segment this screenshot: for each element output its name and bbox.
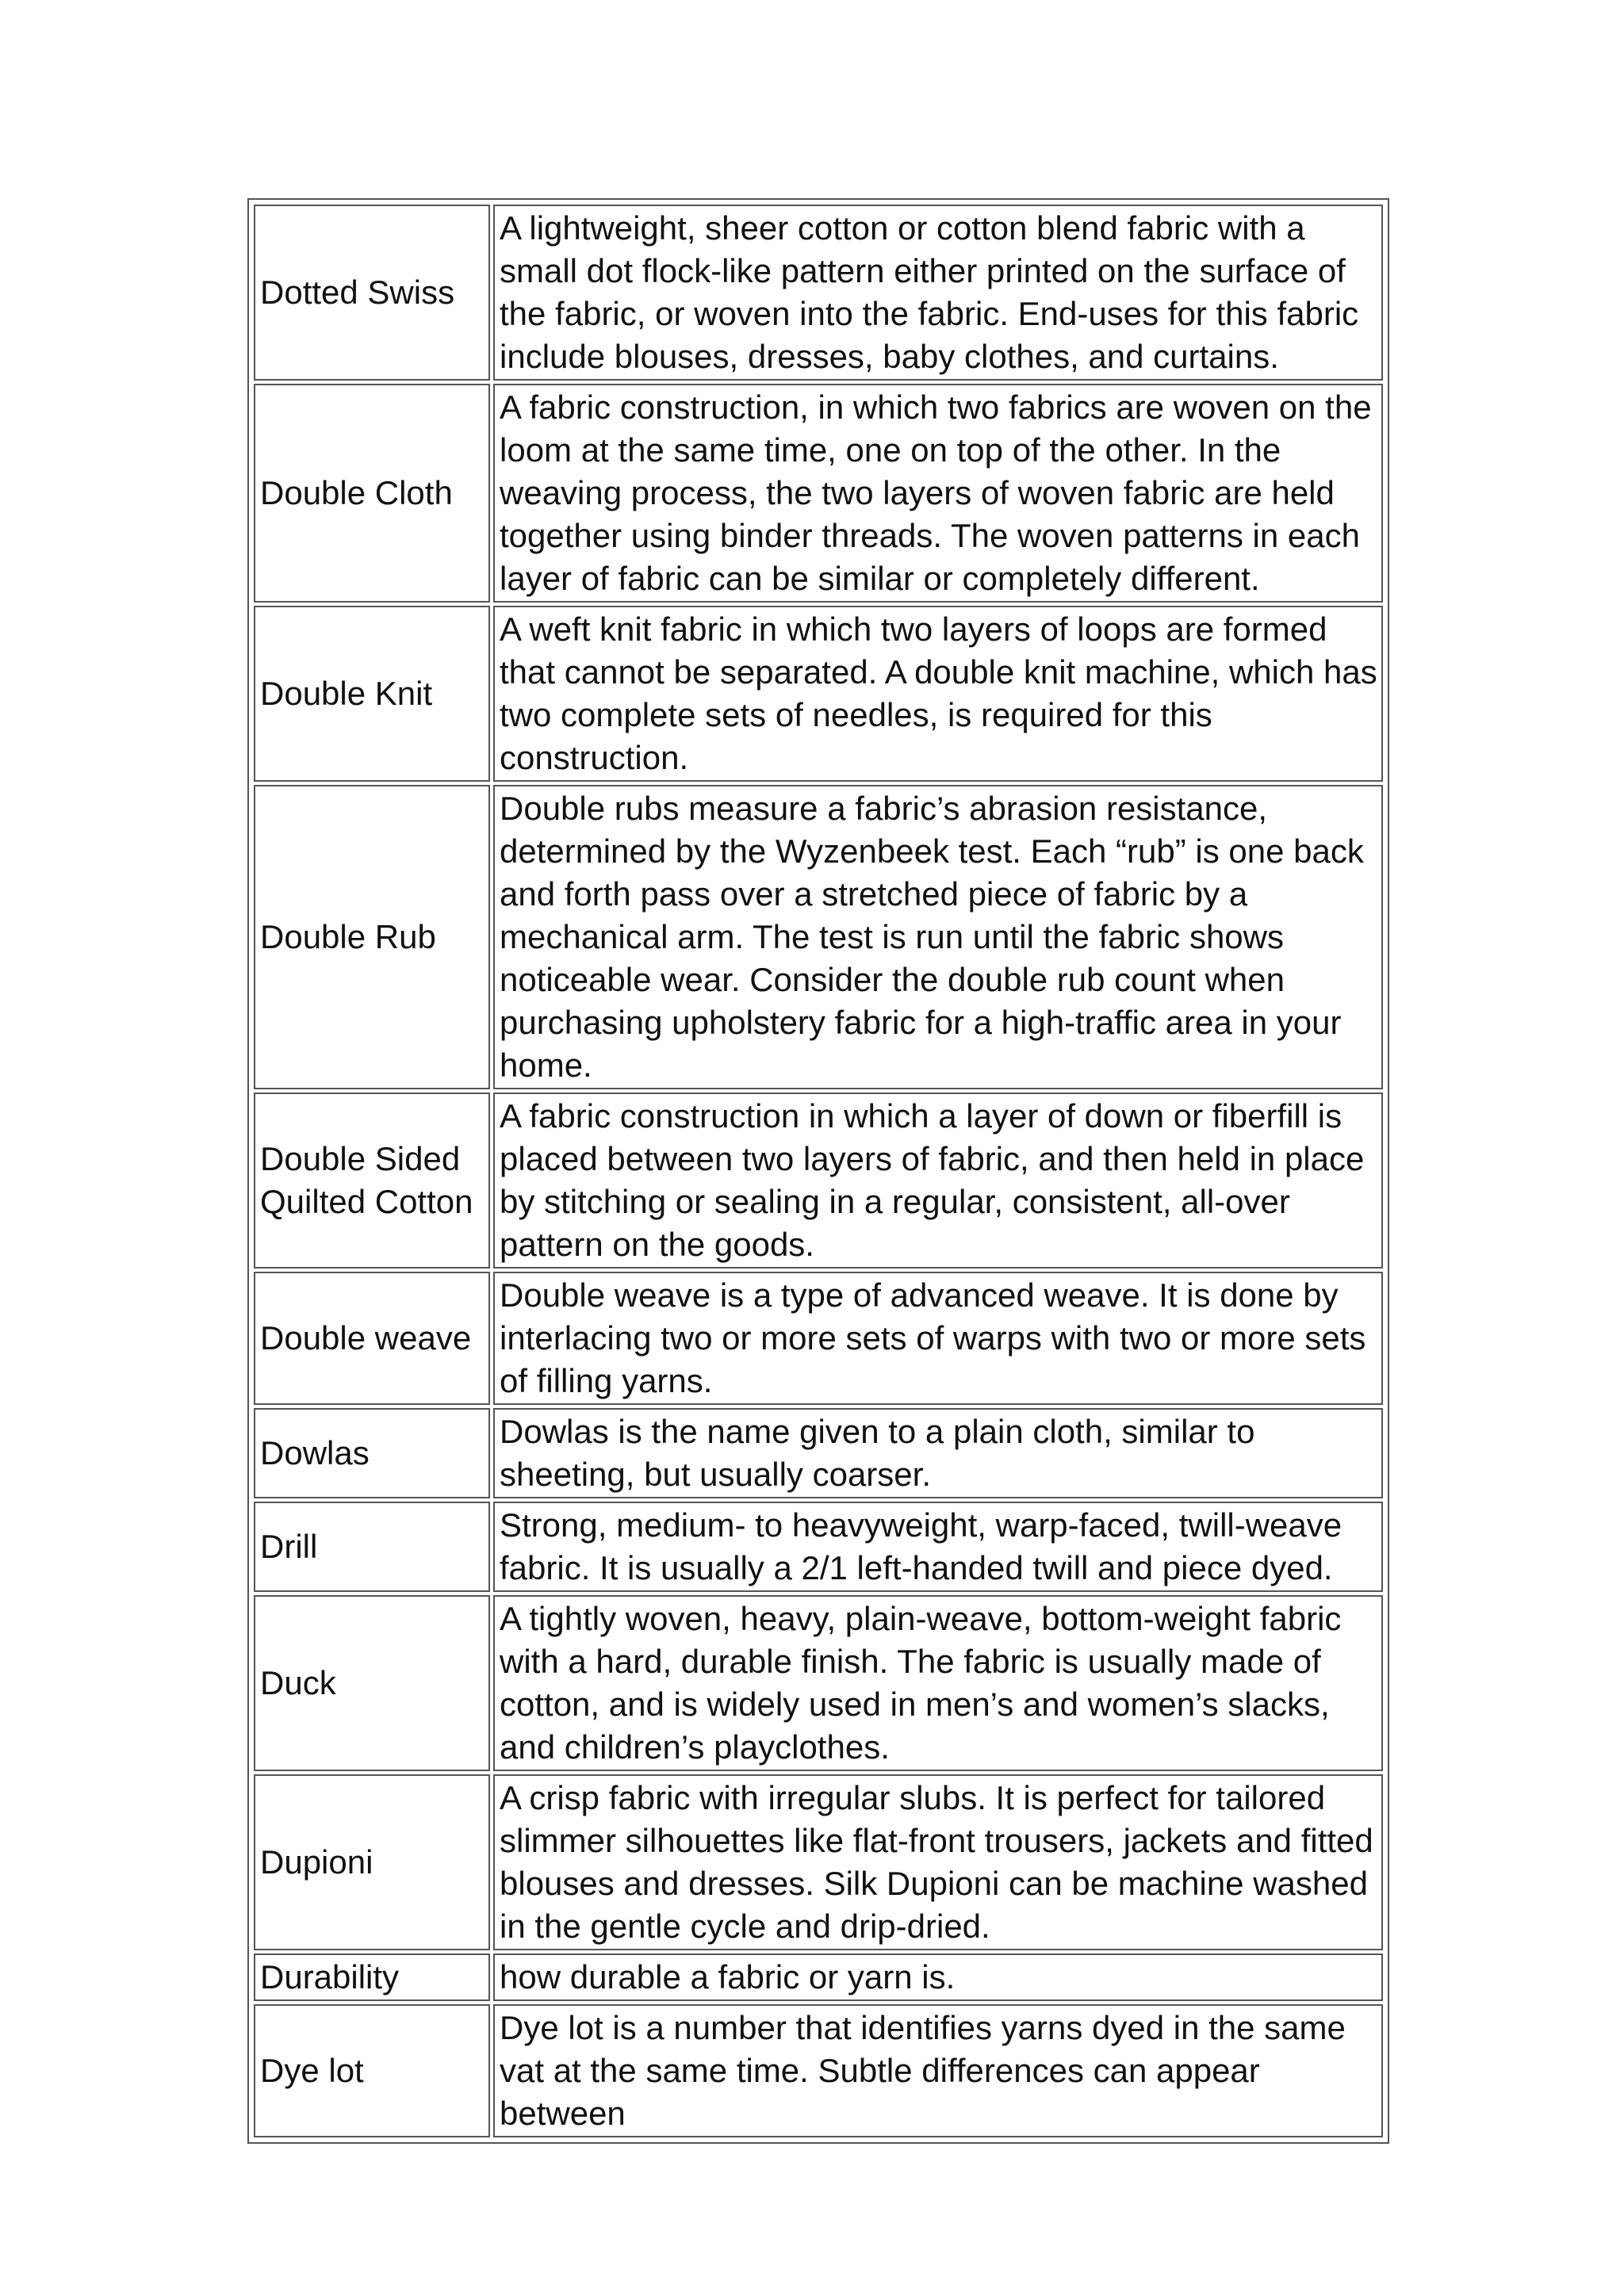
term-cell: Double Rub bbox=[254, 785, 490, 1089]
table-row bbox=[254, 785, 1383, 1089]
term-cell: Duck bbox=[254, 1595, 490, 1771]
term-cell: Double Knit bbox=[254, 606, 490, 782]
table-row bbox=[254, 384, 1383, 603]
table-row bbox=[254, 606, 1383, 782]
definition-cell: Strong, medium- to heavyweight, warp-faced, twill-weave fabric. It is usually a 2/1 left-handed twill and piece dyed. bbox=[493, 1502, 1383, 1592]
table-row bbox=[254, 1774, 1383, 1950]
term-cell: Dotted Swiss bbox=[254, 205, 490, 381]
term-cell: Dye lot bbox=[254, 2004, 490, 2137]
definition-cell: A lightweight, sheer cotton or cotton blend fabric with a small dot flock-like pattern either printed on the surface of the fabric, or woven into the fabric. End-uses for this fabric include blouses, dresses, baby clothes, and curtains. bbox=[493, 205, 1383, 381]
table-row bbox=[254, 1408, 1383, 1498]
table-row bbox=[254, 205, 1383, 381]
table-row bbox=[254, 1272, 1383, 1405]
term-cell: Drill bbox=[254, 1502, 490, 1592]
term-cell: Dowlas bbox=[254, 1408, 490, 1498]
definition-cell: A weft knit fabric in which two layers of loops are formed that cannot be separated. A double knit machine, which has two complete sets of needles, is required for this construction. bbox=[493, 606, 1383, 782]
definition-cell: Double rubs measure a fabric’s abrasion resistance, determined by the Wyzenbeek test. Each “rub” is one back and forth pass over a stretched piece of fabric by a mechanical arm. The test is run until the fabric shows noticeable wear. Consider the double rub count when purchasing upholstery fabric for a high-traffic area in your home. bbox=[493, 785, 1383, 1089]
term-cell: Dupioni bbox=[254, 1774, 490, 1950]
term-cell: Double weave bbox=[254, 1272, 490, 1405]
table-row bbox=[254, 1954, 1383, 2001]
term-cell: Double Sided Quilted Cotton bbox=[254, 1093, 490, 1269]
table-row bbox=[254, 1502, 1383, 1592]
table-row bbox=[254, 2004, 1383, 2137]
definition-cell: A crisp fabric with irregular slubs. It is perfect for tailored slimmer silhouettes like flat-front trousers, jackets and fitted blouses and dresses. Silk Dupioni can be machine washed in the gentle cycle and drip-dried. bbox=[493, 1774, 1383, 1950]
definition-cell: how durable a fabric or yarn is. bbox=[493, 1954, 1383, 2001]
term-cell: Durability bbox=[254, 1954, 490, 2001]
table-row bbox=[254, 1093, 1383, 1269]
definition-cell: A fabric construction in which a layer of down or fiberfill is placed between two layers of fabric, and then held in place by stitching or sealing in a regular, consistent, all-over pattern on the goods. bbox=[493, 1093, 1383, 1269]
definition-cell: A tightly woven, heavy, plain-weave, bottom-weight fabric with a hard, durable finish. The fabric is usually made of cotton, and is widely used in men’s and women’s slacks, and children’s playclothes. bbox=[493, 1595, 1383, 1771]
definition-cell: Dye lot is a number that identifies yarns dyed in the same vat at the same time. Subtle differences can appear between bbox=[493, 2004, 1383, 2137]
table-row bbox=[254, 1595, 1383, 1771]
definition-cell: Double weave is a type of advanced weave. It is done by interlacing two or more sets of warps with two or more sets of filling yarns. bbox=[493, 1272, 1383, 1405]
term-cell: Double Cloth bbox=[254, 384, 490, 603]
definition-cell: Dowlas is the name given to a plain cloth, similar to sheeting, but usually coarser. bbox=[493, 1408, 1383, 1498]
glossary-table bbox=[247, 198, 1389, 2144]
definition-cell: A fabric construction, in which two fabrics are woven on the loom at the same time, one on top of the other. In the weaving process, the two layers of woven fabric are held together using binder threads. The woven patterns in each layer of fabric can be similar or completely different. bbox=[493, 384, 1383, 603]
